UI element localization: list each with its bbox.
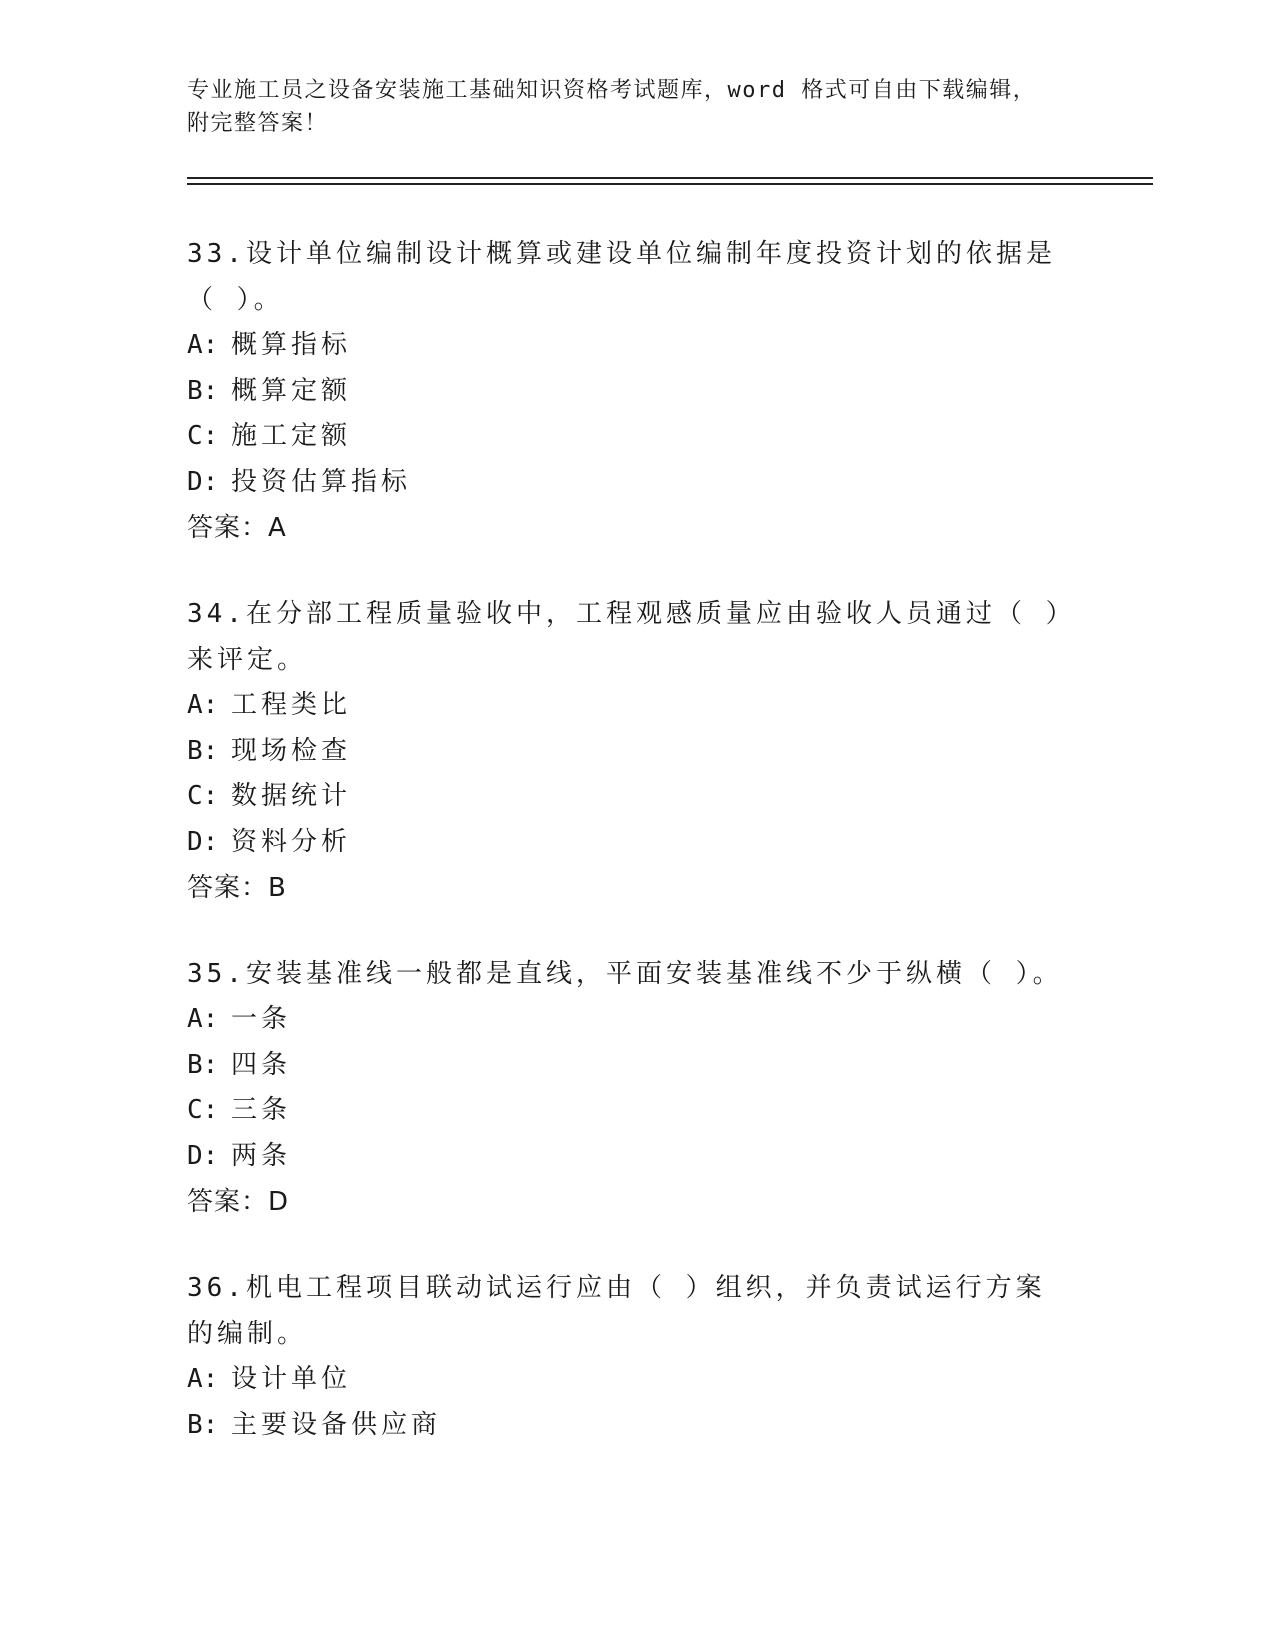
option-text: 资料分析 xyxy=(231,826,352,857)
option-text: 三条 xyxy=(231,1095,292,1125)
question-33 xyxy=(187,231,1067,551)
answer-label: 答案：B xyxy=(187,873,287,903)
option-text: 概算指标 xyxy=(231,330,352,360)
answer-label: 答案：D xyxy=(187,1187,290,1217)
option-d xyxy=(187,1134,1067,1180)
header-line-2: 附完整答案！ xyxy=(187,111,329,136)
header-divider-bottom xyxy=(187,183,1153,185)
option-a xyxy=(187,997,1067,1043)
option-b xyxy=(187,1403,1067,1449)
option-text: 投资估算指标 xyxy=(231,466,412,497)
option-c xyxy=(187,1088,1067,1134)
option-letter: A: xyxy=(187,330,219,360)
answer-label: 答案：A xyxy=(187,513,287,543)
option-text: 概算定额 xyxy=(231,375,352,406)
option-c xyxy=(187,414,1067,460)
option-d xyxy=(187,820,1067,866)
option-b xyxy=(187,1043,1067,1089)
option-letter: D: xyxy=(187,466,219,497)
header-line-1: 专业施工员之设备安装施工基础知识资格考试题库，word 格式可自由下载编辑， xyxy=(187,78,1037,103)
question-34 xyxy=(187,591,1067,911)
option-text: 施工定额 xyxy=(231,421,352,451)
option-letter: D: xyxy=(187,1140,219,1171)
option-letter: C: xyxy=(187,1095,219,1125)
option-letter: B: xyxy=(187,375,219,406)
question-stem: 34.在分部工程质量验收中，工程观感质量应由验收人员通过（ ）来评定。 xyxy=(187,599,1063,675)
header-divider-top xyxy=(187,177,1153,179)
option-letter: D: xyxy=(187,826,219,857)
option-letter: A: xyxy=(187,690,219,720)
question-stem: 33.设计单位编制设计概算或建设单位编制年度投资计划的依据是（ ）。 xyxy=(187,239,1056,315)
option-text: 两条 xyxy=(231,1140,292,1171)
option-letter: C: xyxy=(187,421,219,451)
option-c xyxy=(187,774,1067,820)
option-letter: B: xyxy=(187,735,219,766)
option-a xyxy=(187,683,1067,729)
option-text: 数据统计 xyxy=(231,781,352,811)
option-a xyxy=(187,1357,1067,1403)
question-stem: 36.机电工程项目联动试运行应由（ ）组织，并负责试运行方案的编制。 xyxy=(187,1273,1046,1349)
option-b xyxy=(187,729,1067,775)
option-a xyxy=(187,323,1067,369)
option-text: 主要设备供应商 xyxy=(231,1409,442,1440)
question-36 xyxy=(187,1265,1067,1448)
question-stem: 35.安装基准线一般都是直线，平面安装基准线不少于纵横（ ）。 xyxy=(187,959,1063,989)
option-letter: A: xyxy=(187,1364,219,1394)
option-text: 一条 xyxy=(231,1004,292,1034)
option-text: 设计单位 xyxy=(231,1364,352,1394)
option-d xyxy=(187,460,1067,506)
option-letter: B: xyxy=(187,1049,219,1080)
option-letter: A: xyxy=(187,1004,219,1034)
option-b xyxy=(187,369,1067,415)
document-header xyxy=(187,74,1067,140)
option-text: 工程类比 xyxy=(231,690,352,720)
question-35 xyxy=(187,951,1067,1225)
option-letter: B: xyxy=(187,1409,219,1440)
option-text: 现场检查 xyxy=(231,735,352,766)
option-text: 四条 xyxy=(231,1049,292,1080)
question-list xyxy=(187,231,1067,1488)
option-letter: C: xyxy=(187,781,219,811)
